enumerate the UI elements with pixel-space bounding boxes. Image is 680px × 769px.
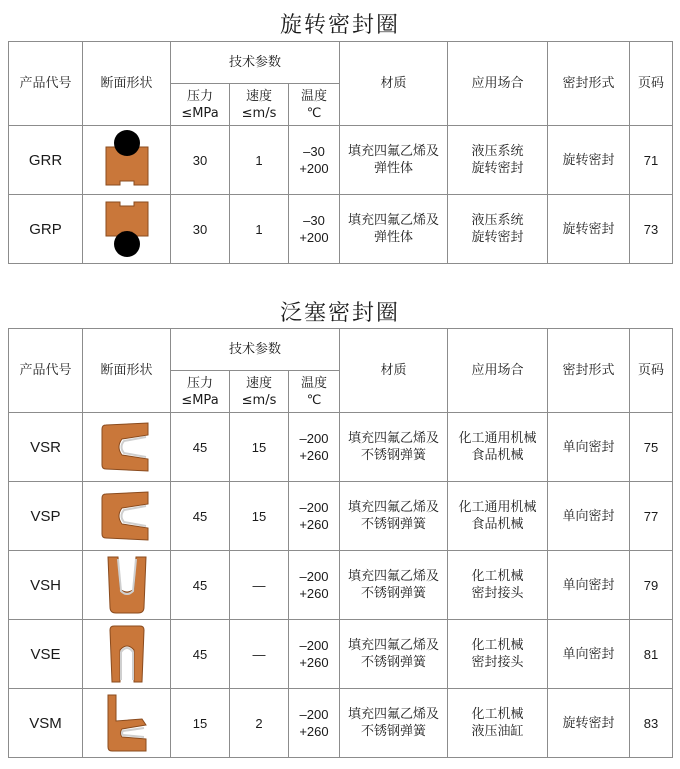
cross-section-shape xyxy=(83,620,171,689)
cross-section-shape xyxy=(83,482,171,551)
temp-range: –200 +260 xyxy=(289,551,340,620)
page-number: 79 xyxy=(630,551,673,620)
header-speed: 速度 ≤m/s xyxy=(230,84,289,126)
page-number: 77 xyxy=(630,482,673,551)
speed-value: — xyxy=(230,551,289,620)
u-cup-up-seal-icon xyxy=(92,553,162,617)
table-row xyxy=(9,689,673,758)
temp-range: –30 +200 xyxy=(289,195,340,264)
header-pressure: 压力 ≤MPa xyxy=(171,371,230,413)
header-application: 应用场合 xyxy=(448,329,548,413)
table-row xyxy=(9,413,673,482)
material: 填充四氟乙烯及 不锈钢弹簧 xyxy=(340,620,448,689)
application: 化工机械 液压油缸 xyxy=(448,689,548,758)
product-code: VSM xyxy=(9,689,83,758)
pressure-value: 45 xyxy=(171,482,230,551)
seal-type: 单向密封 xyxy=(548,413,630,482)
u-cup-seal-icon xyxy=(92,417,162,477)
header-material: 材质 xyxy=(340,329,448,413)
material: 填充四氟乙烯及 弹性体 xyxy=(340,195,448,264)
product-code: VSE xyxy=(9,620,83,689)
header-temp: 温度 ℃ xyxy=(289,84,340,126)
cross-section-shape xyxy=(83,413,171,482)
spec-table-rotary xyxy=(8,41,673,264)
pressure-value: 30 xyxy=(171,195,230,264)
product-code: GRR xyxy=(9,126,83,195)
header-application: 应用场合 xyxy=(448,42,548,126)
section-title-rotary: 旋转密封圈 xyxy=(279,13,400,38)
table-row xyxy=(9,482,673,551)
product-code: VSP xyxy=(9,482,83,551)
material: 填充四氟乙烯及 不锈钢弹簧 xyxy=(340,689,448,758)
page-number: 81 xyxy=(630,620,673,689)
header-shape: 断面形状 xyxy=(83,329,171,413)
header-pressure: 压力 ≤MPa xyxy=(171,84,230,126)
cross-section-shape xyxy=(83,126,171,195)
temp-range: –200 +260 xyxy=(289,482,340,551)
application: 化工通用机械 食品机械 xyxy=(448,482,548,551)
pressure-value: 45 xyxy=(171,620,230,689)
material: 填充四氟乙烯及 弹性体 xyxy=(340,126,448,195)
ring-bottom-seal-icon xyxy=(92,196,162,262)
cross-section-shape xyxy=(83,551,171,620)
table-row xyxy=(9,620,673,689)
u-cup-seal-icon xyxy=(92,486,162,546)
table-row xyxy=(9,551,673,620)
page-number: 83 xyxy=(630,689,673,758)
header-page: 页码 xyxy=(630,329,673,413)
speed-value: 2 xyxy=(230,689,289,758)
cross-section-shape xyxy=(83,689,171,758)
temp-range: –200 +260 xyxy=(289,620,340,689)
page-number: 73 xyxy=(630,195,673,264)
ring-top-seal-icon xyxy=(92,127,162,193)
seal-type: 旋转密封 xyxy=(548,689,630,758)
pressure-value: 45 xyxy=(171,551,230,620)
material: 填充四氟乙烯及 不锈钢弹簧 xyxy=(340,413,448,482)
spec-table-spring-energized xyxy=(8,328,673,758)
u-cup-down-seal-icon xyxy=(92,622,162,686)
application: 化工机械 密封接头 xyxy=(448,620,548,689)
table-row xyxy=(9,195,673,264)
header-tech-params: 技术参数 xyxy=(171,42,340,84)
material: 填充四氟乙烯及 不锈钢弹簧 xyxy=(340,482,448,551)
application: 化工通用机械 食品机械 xyxy=(448,413,548,482)
page-number: 71 xyxy=(630,126,673,195)
seal-type: 单向密封 xyxy=(548,551,630,620)
header-code: 产品代号 xyxy=(9,42,83,126)
header-page: 页码 xyxy=(630,42,673,126)
speed-value: 1 xyxy=(230,126,289,195)
section-title-spring-energized: 泛塞密封圈 xyxy=(279,301,400,326)
material: 填充四氟乙烯及 不锈钢弹簧 xyxy=(340,551,448,620)
seal-type: 旋转密封 xyxy=(548,126,630,195)
product-code: VSR xyxy=(9,413,83,482)
seal-type: 单向密封 xyxy=(548,620,630,689)
pressure-value: 15 xyxy=(171,689,230,758)
application: 液压系统 旋转密封 xyxy=(448,195,548,264)
header-material: 材质 xyxy=(340,42,448,126)
seal-type: 旋转密封 xyxy=(548,195,630,264)
speed-value: 1 xyxy=(230,195,289,264)
speed-value: 15 xyxy=(230,413,289,482)
flanged-seal-icon xyxy=(92,691,162,755)
header-shape: 断面形状 xyxy=(83,42,171,126)
header-seal-type: 密封形式 xyxy=(548,42,630,126)
header-temp: 温度 ℃ xyxy=(289,371,340,413)
header-tech-params: 技术参数 xyxy=(171,329,340,371)
product-code: GRP xyxy=(9,195,83,264)
pressure-value: 45 xyxy=(171,413,230,482)
pressure-value: 30 xyxy=(171,126,230,195)
application: 化工机械 密封接头 xyxy=(448,551,548,620)
seal-type: 单向密封 xyxy=(548,482,630,551)
cross-section-shape xyxy=(83,195,171,264)
temp-range: –200 +260 xyxy=(289,413,340,482)
temp-range: –200 +260 xyxy=(289,689,340,758)
table-row xyxy=(9,126,673,195)
product-code: VSH xyxy=(9,551,83,620)
speed-value: 15 xyxy=(230,482,289,551)
application: 液压系统 旋转密封 xyxy=(448,126,548,195)
page-number: 75 xyxy=(630,413,673,482)
speed-value: — xyxy=(230,620,289,689)
header-speed: 速度 ≤m/s xyxy=(230,371,289,413)
header-code: 产品代号 xyxy=(9,329,83,413)
temp-range: –30 +200 xyxy=(289,126,340,195)
header-seal-type: 密封形式 xyxy=(548,329,630,413)
